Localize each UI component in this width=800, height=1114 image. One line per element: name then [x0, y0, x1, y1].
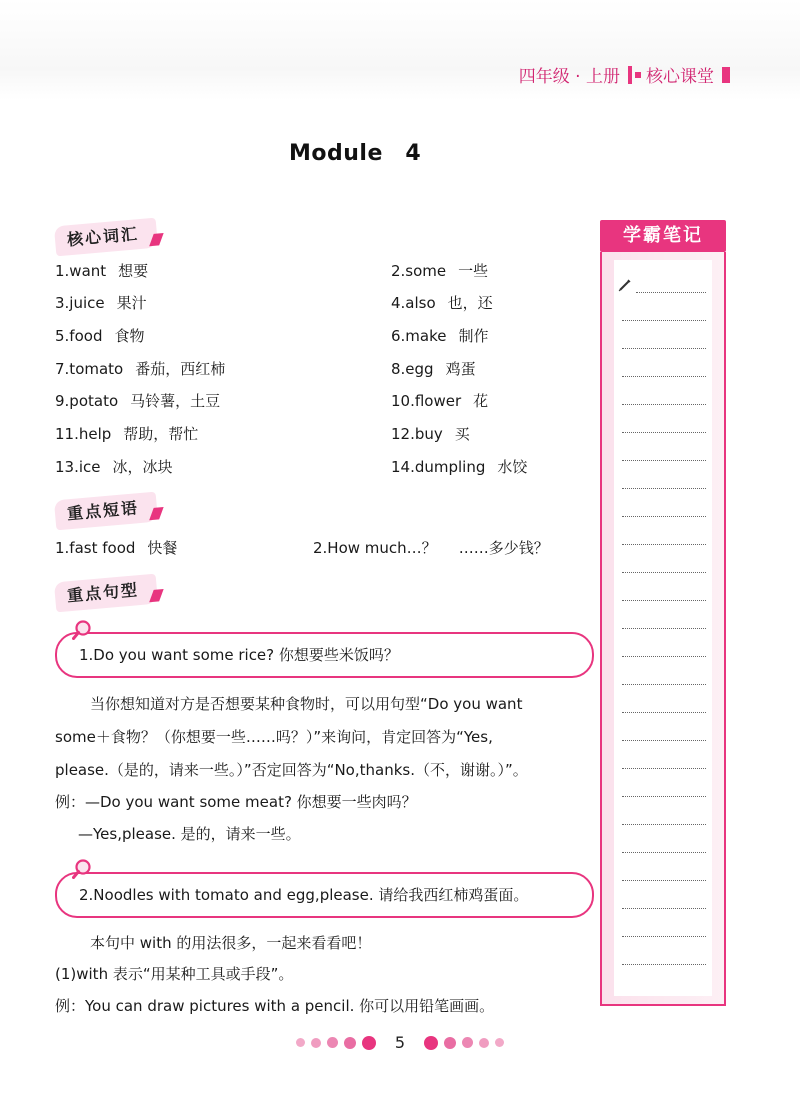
vocab-item [391, 292, 493, 313]
sentences-tag: 重点句型 [54, 574, 158, 613]
page-footer [0, 1033, 800, 1052]
vocab-item [391, 358, 476, 379]
header-divider [628, 66, 632, 84]
vocab-en: 13.ice [55, 458, 101, 476]
vocab-en: 7.tomato [55, 360, 124, 378]
page-number: 5 [394, 1033, 406, 1052]
vocab-en: 14.dumpling [391, 458, 486, 476]
vocab-tag: 核心词汇 [54, 218, 158, 257]
notes-title: 学霸笔记 [600, 220, 726, 252]
vocab-item [391, 325, 489, 346]
vocab-item [55, 358, 225, 379]
vocab-en: 4.also [391, 294, 436, 312]
notes-line [622, 348, 706, 349]
vocab-item [55, 260, 148, 281]
vocab-item [55, 325, 144, 346]
notes-line [622, 404, 706, 405]
notes-line [622, 796, 706, 797]
notes-line [622, 964, 706, 965]
sentence-2-example: 例：You can draw pictures with a pencil. 你可以用铅笔画画。 [55, 997, 495, 1015]
header-course: 四年级 · 上册 [518, 67, 620, 87]
vocab-cn: 买 [454, 425, 470, 443]
notes-line [622, 824, 706, 825]
sentence-1-example: 例：—Do you want some meat? 你想要一些肉吗？ [55, 793, 417, 811]
vocab-cn: 制作 [458, 327, 489, 345]
sentence-box-2 [55, 872, 594, 918]
vocab-en: 5.food [55, 327, 103, 345]
phrase-cn: 快餐 [147, 539, 178, 557]
notes-line [636, 292, 706, 293]
vocab-cn: 想要 [118, 262, 149, 280]
header-end-mark [722, 67, 730, 83]
vocab-cn: 也，还 [447, 294, 493, 312]
notes-panel [600, 252, 726, 1006]
vocab-item [391, 423, 470, 444]
notes-line [622, 852, 706, 853]
vocab-en: 2.some [391, 262, 447, 280]
notes-line [622, 488, 706, 489]
notes-line [622, 628, 706, 629]
vocab-cn: 水饺 [497, 458, 528, 476]
vocab-item [391, 260, 488, 281]
vocab-item [391, 456, 527, 477]
page-title: Module 4 [289, 141, 422, 166]
vocab-en: 11.help [55, 425, 112, 443]
phrase-item [55, 537, 177, 558]
notes-line [622, 936, 706, 937]
notes-line [622, 320, 706, 321]
notes-line [622, 376, 706, 377]
footer-dot [462, 1037, 473, 1048]
vocab-en: 3.juice [55, 294, 105, 312]
notes-line [622, 740, 706, 741]
vocab-cn: 食物 [114, 327, 145, 345]
footer-dot [344, 1037, 356, 1049]
magnifier-icon [72, 859, 92, 879]
vocab-en: 8.egg [391, 360, 434, 378]
sentence-1-line: some＋食物？（你想要一些……吗？）”来询问，肯定回答为“Yes, [55, 728, 493, 746]
pencil-icon [618, 278, 632, 292]
notes-line [622, 712, 706, 713]
footer-dot [296, 1038, 305, 1047]
vocab-item [55, 390, 220, 411]
sentence-box-1 [55, 632, 594, 678]
phrases-tag: 重点短语 [54, 492, 158, 531]
vocab-item [391, 390, 488, 411]
notes-lined-area [614, 260, 712, 996]
notes-line [622, 432, 706, 433]
notes-line [622, 656, 706, 657]
footer-dot [311, 1038, 321, 1048]
vocab-cn: 鸡蛋 [445, 360, 476, 378]
vocab-en: 10.flower [391, 392, 462, 410]
phrase-en: 2.How much…？ [313, 539, 437, 557]
notes-line [622, 600, 706, 601]
vocab-en: 6.make [391, 327, 447, 345]
sentence-2-title: 2.Noodles with tomato and egg,please. 请给我西红柿鸡蛋面。 [79, 886, 529, 904]
page-header [519, 62, 730, 87]
footer-dot [362, 1036, 376, 1050]
sentence-1-line: 当你想知道对方是否想要某种食物时，可以用句型“Do you want [90, 695, 523, 713]
vocab-cn: 花 [473, 392, 489, 410]
footer-dot [424, 1036, 438, 1050]
vocab-en: 9.potato [55, 392, 119, 410]
sentence-2-line: (1)with 表示“用某种工具或手段”。 [55, 965, 294, 983]
vocab-cn: 番茄，西红柿 [135, 360, 226, 378]
sentence-1-line: please.（是的，请来一些。）”否定回答为“No,thanks.（不，谢谢。）”。 [55, 761, 528, 779]
sentence-1-title: 1.Do you want some rice? 你想要些米饭吗？ [79, 646, 399, 664]
phrase-item [313, 537, 549, 558]
sentence-2-line: 本句中 with 的用法很多，一起来看看吧！ [90, 934, 372, 952]
notes-line [622, 768, 706, 769]
vocab-item [55, 423, 198, 444]
notes-line [622, 516, 706, 517]
vocab-en: 1.want [55, 262, 107, 280]
notes-line [622, 544, 706, 545]
footer-dot [444, 1037, 456, 1049]
vocab-cn: 帮助，帮忙 [123, 425, 199, 443]
footer-dot [495, 1038, 504, 1047]
notes-line [622, 684, 706, 685]
footer-dot [479, 1038, 489, 1048]
phrase-en: 1.fast food [55, 539, 136, 557]
header-section: 核心课堂 [646, 67, 714, 87]
magnifier-icon [72, 620, 92, 640]
vocab-en: 12.buy [391, 425, 443, 443]
notes-line [622, 572, 706, 573]
vocab-cn: 马铃薯，土豆 [130, 392, 221, 410]
vocab-cn: 冰，冰块 [112, 458, 173, 476]
vocab-item [55, 292, 147, 313]
notes-line [622, 460, 706, 461]
sentence-1-example: —Yes,please. 是的，请来一些。 [78, 825, 301, 843]
notes-line [622, 908, 706, 909]
phrase-cn: ……多少钱？ [458, 539, 549, 557]
header-divider-dot [635, 72, 641, 78]
vocab-cn: 果汁 [116, 294, 147, 312]
vocab-item [55, 456, 173, 477]
footer-dot [327, 1037, 338, 1048]
notes-line [622, 880, 706, 881]
vocab-cn: 一些 [458, 262, 489, 280]
